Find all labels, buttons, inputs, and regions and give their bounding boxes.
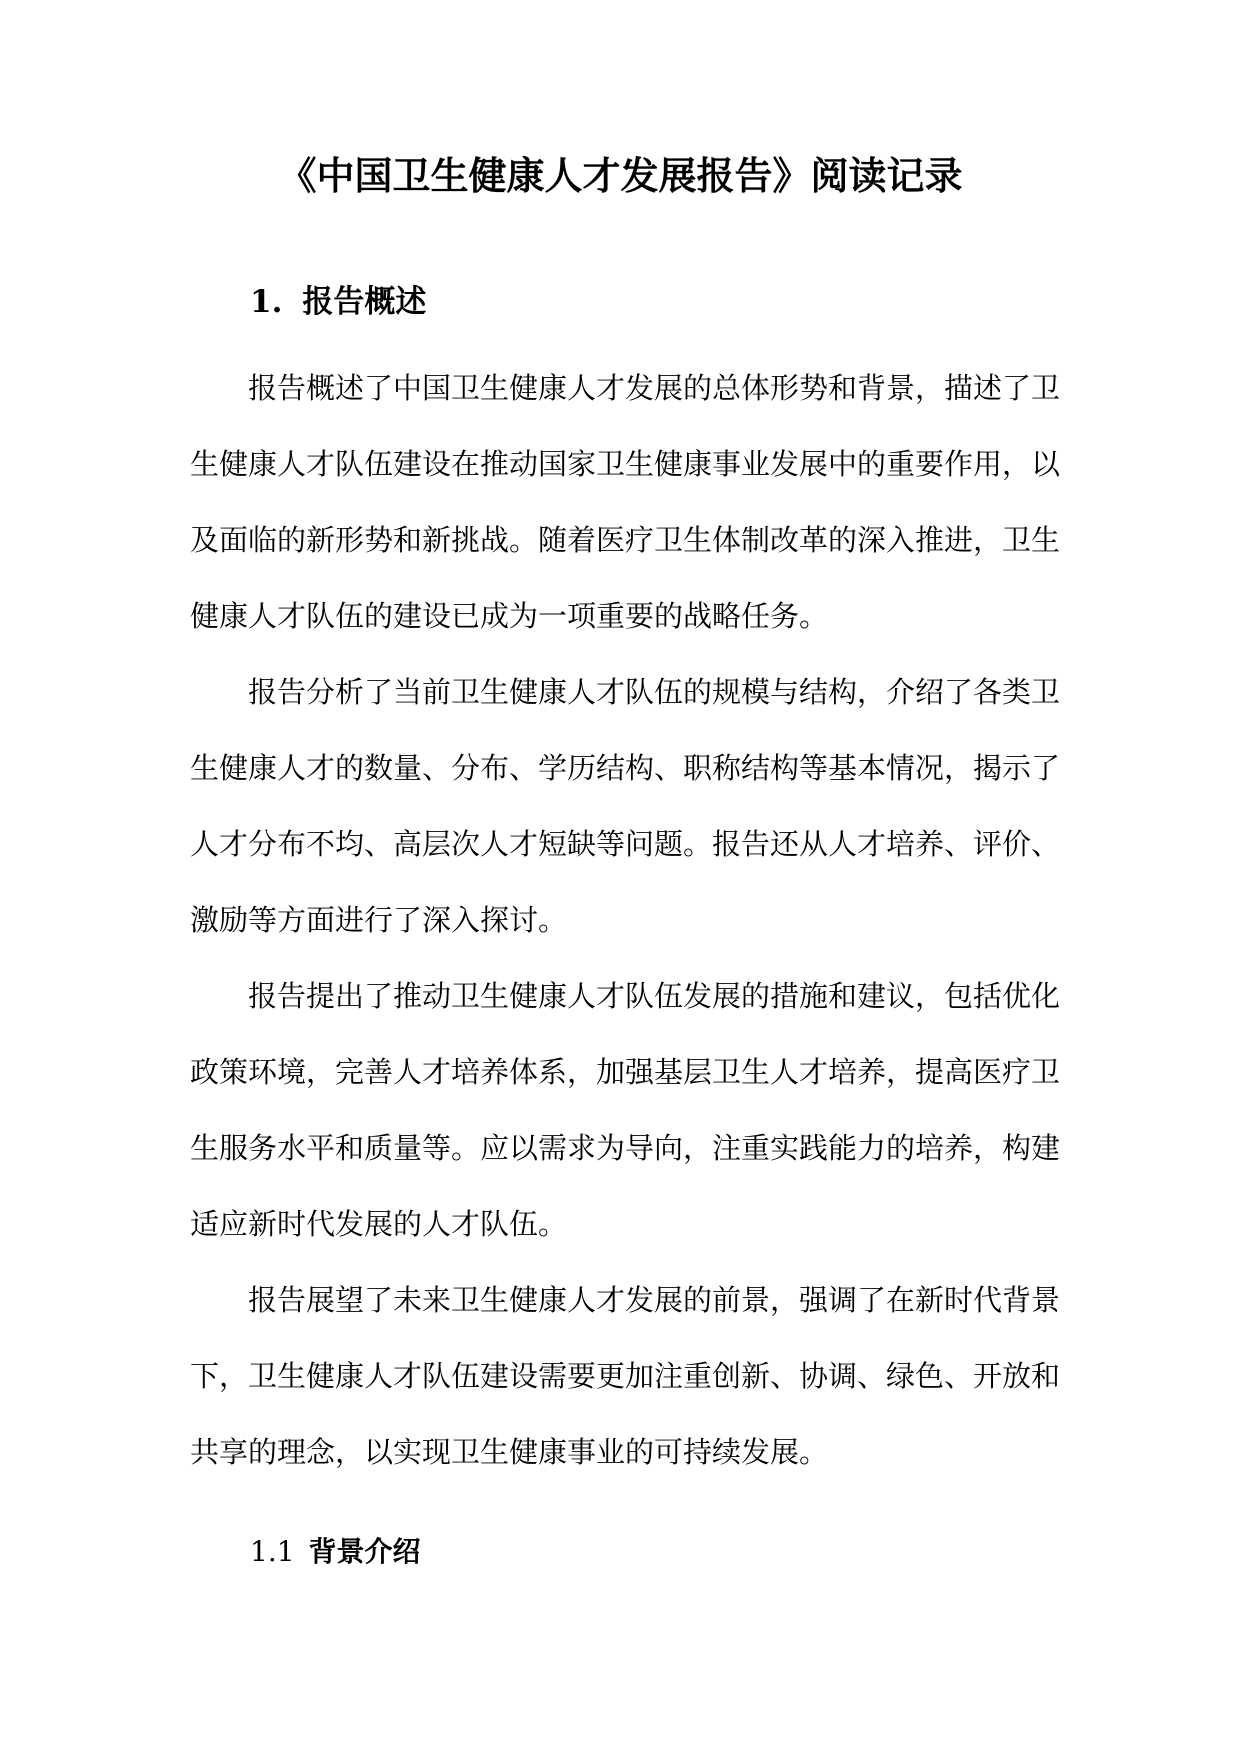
section-heading-1 — [250, 280, 426, 324]
paragraph-line: 下，卫生健康人才队伍建设需要更加注重创新、协调、绿色、开放和 — [190, 1359, 1061, 1393]
paragraph-line: 报告概述了中国卫生健康人才发展的总体形势和背景，描述了卫 — [248, 371, 1061, 405]
paragraph-measures — [190, 958, 1062, 1262]
subsection-title: 背景介绍 — [308, 1535, 421, 1568]
section-title: 报告概述 — [302, 284, 427, 320]
section-number: 1. — [250, 284, 283, 320]
paragraph-line: 政策环境，完善人才培养体系，加强基层卫生人才培养，提高医疗卫 — [190, 1055, 1061, 1089]
paragraph-line: 报告提出了推动卫生健康人才队伍发展的措施和建议，包括优化 — [248, 979, 1061, 1013]
paragraph-line: 人才分布不均、高层次人才短缺等问题。报告还从人才培养、评价、 — [190, 827, 1061, 861]
document-title: 《中国卫生健康人才发展报告》阅读记录 — [278, 153, 963, 198]
paragraph-overview — [190, 350, 1062, 654]
paragraph-line: 适应新时代发展的人才队伍。 — [190, 1207, 568, 1241]
subsection-number: 1.1 — [250, 1535, 295, 1568]
paragraph-line: 报告展望了未来卫生健康人才发展的前景，强调了在新时代背景 — [248, 1283, 1061, 1317]
paragraph-analysis — [190, 654, 1062, 958]
subsection-heading-1-1 — [250, 1532, 421, 1572]
paragraph-line: 生健康人才的数量、分布、学历结构、职称结构等基本情况，揭示了 — [190, 751, 1061, 785]
paragraph-line: 共享的理念，以实现卫生健康事业的可持续发展。 — [190, 1435, 829, 1469]
paragraph-line: 生服务水平和质量等。应以需求为导向，注重实践能力的培养，构建 — [190, 1131, 1061, 1165]
paragraph-line: 激励等方面进行了深入探讨。 — [190, 903, 568, 937]
paragraph-line: 生健康人才队伍建设在推动国家卫生健康事业发展中的重要作用，以 — [190, 447, 1061, 481]
paragraph-outlook — [190, 1262, 1062, 1490]
paragraph-line: 及面临的新形势和新挑战。随着医疗卫生体制改革的深入推进，卫生 — [190, 523, 1061, 557]
paragraph-line: 健康人才队伍的建设已成为一项重要的战略任务。 — [190, 599, 829, 633]
paragraph-line: 报告分析了当前卫生健康人才队伍的规模与结构，介绍了各类卫 — [248, 675, 1061, 709]
